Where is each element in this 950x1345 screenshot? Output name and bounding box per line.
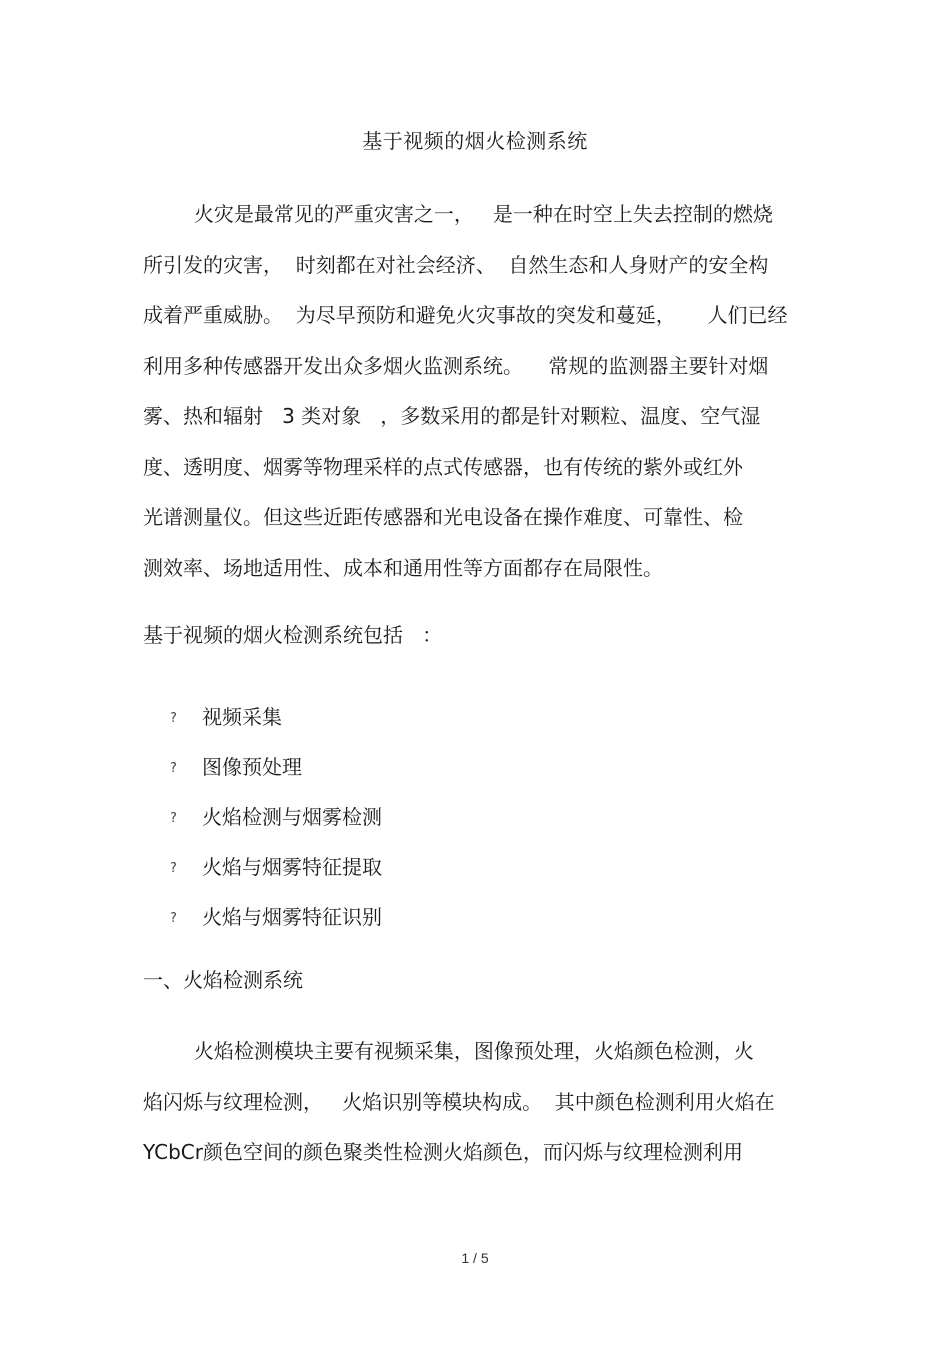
paragraph-line: 火灾是最常见的严重灾害之一， 是一种在时空上失去控制的燃烧 xyxy=(143,202,773,226)
list-item-label: 图像预处理 xyxy=(202,754,302,779)
component-list xyxy=(170,690,382,940)
body-paragraph-2 xyxy=(143,1026,811,1178)
list-item xyxy=(170,890,382,940)
list-item-label: 火焰与烟雾特征识别 xyxy=(202,904,382,929)
section-heading: 一、火焰检测系统 xyxy=(143,968,303,992)
list-item-label: 视频采集 xyxy=(202,704,282,729)
bullet-icon: ? xyxy=(170,710,177,726)
bullet-icon: ? xyxy=(170,760,177,776)
paragraph-line: 火焰检测模块主要有视频采集，图像预处理，火焰颜色检测，火 xyxy=(143,1039,754,1063)
paragraph-line: 度、透明度、烟雾等物理采样的点式传感器，也有传统的紫外或红外 xyxy=(143,454,743,479)
bullet-icon: ? xyxy=(170,810,177,826)
list-item xyxy=(170,740,382,790)
list-intro: 基于视频的烟火检测系统包括 ： xyxy=(143,623,443,647)
paragraph-line: 光谱测量仪。但这些近距传感器和光电设备在操作难度、可靠性、检 xyxy=(143,505,743,529)
body-paragraph-1 xyxy=(143,189,811,593)
list-item-label: 火焰检测与烟雾检测 xyxy=(202,804,382,829)
bullet-icon: ? xyxy=(170,860,177,876)
bullet-icon: ? xyxy=(170,910,177,926)
paragraph-line: 利用多种传感器开发出众多烟火监测系统。 常规的监测器主要针对烟 xyxy=(143,353,769,378)
paragraph-line: 焰闪烁与纹理检测， 火焰识别等模块构成。 其中颜色检测利用火焰在 xyxy=(143,1089,775,1114)
list-item xyxy=(170,790,382,840)
paragraph-line: 所引发的灾害， 时刻都在对社会经济、 自然生态和人身财产的安全构 xyxy=(143,252,769,277)
paragraph-line: 测效率、场地适用性、成本和通用性等方面都存在局限性。 xyxy=(143,555,663,580)
paragraph-line: 成着严重威胁。 为尽早预防和避免火灾事故的突发和蔓延， 人们已经 xyxy=(143,303,788,327)
paragraph-line: 雾、热和辐射 3 类对象 ，多数采用的都是针对颗粒、温度、空气湿 xyxy=(143,404,761,428)
paragraph-line: YCbCr颜色空间的颜色聚类性检测火焰颜色，而闪烁与纹理检测利用 xyxy=(143,1140,743,1164)
document-title: 基于视频的烟火检测系统 xyxy=(362,129,588,153)
page-number: 1 / 5 xyxy=(461,1250,489,1266)
list-item xyxy=(170,840,382,890)
list-item xyxy=(170,690,382,740)
list-item-label: 火焰与烟雾特征提取 xyxy=(202,854,382,879)
